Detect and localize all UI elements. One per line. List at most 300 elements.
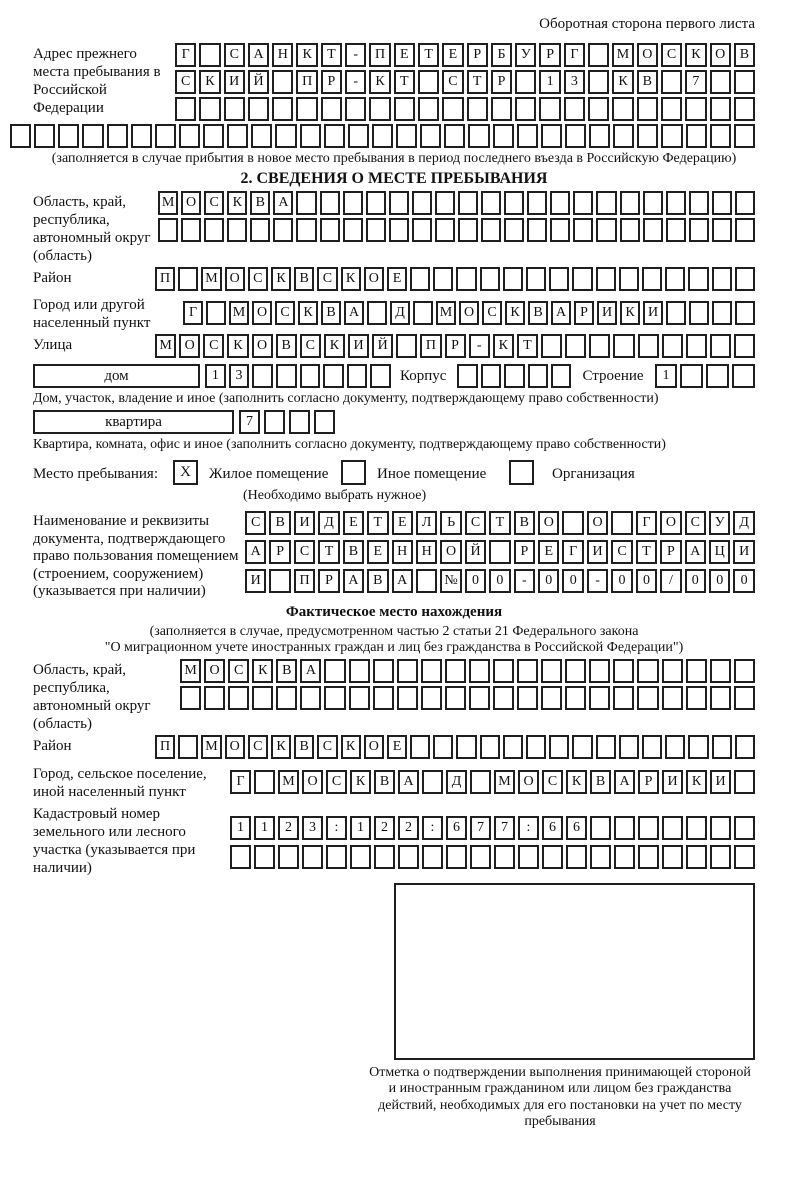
char-cell[interactable]: К — [612, 70, 633, 94]
char-cell[interactable] — [528, 364, 548, 388]
char-cell[interactable]: В — [321, 301, 341, 325]
char-cell[interactable]: В — [276, 659, 297, 683]
char-cell[interactable]: П — [296, 70, 317, 94]
char-cell[interactable] — [422, 770, 443, 794]
char-cell[interactable] — [467, 97, 488, 121]
char-cell[interactable]: А — [343, 569, 364, 593]
char-cell[interactable] — [350, 845, 371, 869]
char-cell[interactable] — [613, 686, 634, 710]
char-cell[interactable]: К — [566, 770, 587, 794]
char-cell[interactable] — [686, 686, 707, 710]
char-cell[interactable] — [735, 218, 755, 242]
char-cell[interactable]: 0 — [489, 569, 510, 593]
char-cell[interactable] — [372, 124, 393, 148]
char-cell[interactable]: Т — [489, 511, 510, 535]
char-cell[interactable]: И — [245, 569, 266, 593]
char-cell[interactable] — [619, 735, 639, 759]
char-cell[interactable]: 0 — [733, 569, 754, 593]
char-cell[interactable]: М — [201, 267, 221, 291]
char-cell[interactable] — [712, 218, 732, 242]
char-cell[interactable]: 6 — [446, 816, 467, 840]
char-cell[interactable] — [324, 659, 345, 683]
char-cell[interactable] — [710, 686, 731, 710]
char-cell[interactable] — [710, 816, 731, 840]
char-cell[interactable]: О — [459, 301, 479, 325]
char-cell[interactable] — [444, 124, 465, 148]
char-cell[interactable] — [549, 735, 569, 759]
char-cell[interactable]: В — [367, 569, 388, 593]
char-cell[interactable] — [589, 334, 610, 358]
char-cell[interactable]: 1 — [230, 816, 251, 840]
char-cell[interactable]: Т — [636, 540, 657, 564]
char-cell[interactable]: К — [227, 334, 248, 358]
char-cell[interactable]: И — [662, 770, 683, 794]
char-cell[interactable] — [34, 124, 55, 148]
char-cell[interactable]: Р — [318, 569, 339, 593]
char-cell[interactable] — [661, 70, 682, 94]
char-cell[interactable]: И — [710, 770, 731, 794]
char-cell[interactable] — [410, 267, 430, 291]
char-cell[interactable] — [481, 218, 501, 242]
char-cell[interactable]: - — [469, 334, 490, 358]
char-cell[interactable] — [686, 659, 707, 683]
char-cell[interactable] — [370, 364, 391, 388]
char-cell[interactable] — [565, 659, 586, 683]
char-cell[interactable] — [254, 770, 275, 794]
char-cell[interactable] — [596, 267, 616, 291]
char-cell[interactable]: Т — [321, 43, 342, 67]
char-cell[interactable]: В — [276, 334, 297, 358]
char-cell[interactable] — [300, 124, 321, 148]
char-cell[interactable] — [637, 97, 658, 121]
char-cell[interactable]: Т — [467, 70, 488, 94]
char-cell[interactable] — [181, 218, 201, 242]
char-cell[interactable]: Н — [416, 540, 437, 564]
char-cell[interactable]: С — [326, 770, 347, 794]
char-cell[interactable]: 0 — [538, 569, 559, 593]
char-cell[interactable] — [413, 301, 433, 325]
char-cell[interactable] — [252, 686, 273, 710]
char-cell[interactable]: О — [587, 511, 608, 535]
char-cell[interactable] — [689, 301, 709, 325]
char-cell[interactable] — [248, 97, 269, 121]
char-cell[interactable]: В — [734, 43, 755, 67]
char-cell[interactable]: 6 — [566, 816, 587, 840]
char-cell[interactable]: Р — [491, 70, 512, 94]
char-cell[interactable] — [565, 124, 586, 148]
char-cell[interactable] — [590, 845, 611, 869]
char-cell[interactable] — [662, 816, 683, 840]
char-cell[interactable]: В — [294, 267, 314, 291]
char-cell[interactable] — [272, 97, 293, 121]
char-cell[interactable]: Й — [372, 334, 393, 358]
char-cell[interactable] — [542, 845, 563, 869]
char-cell[interactable] — [435, 191, 455, 215]
char-cell[interactable] — [418, 97, 439, 121]
char-cell[interactable] — [613, 124, 634, 148]
char-cell[interactable] — [612, 97, 633, 121]
char-cell[interactable]: О — [252, 301, 272, 325]
char-cell[interactable] — [416, 569, 437, 593]
char-cell[interactable] — [470, 770, 491, 794]
char-cell[interactable] — [564, 97, 585, 121]
char-cell[interactable] — [550, 191, 570, 215]
char-cell[interactable] — [515, 70, 536, 94]
char-cell[interactable] — [433, 735, 453, 759]
char-cell[interactable]: П — [155, 267, 175, 291]
char-cell[interactable] — [296, 97, 317, 121]
char-cell[interactable]: С — [248, 267, 268, 291]
char-cell[interactable]: Р — [539, 43, 560, 67]
char-cell[interactable] — [278, 845, 299, 869]
char-cell[interactable] — [710, 845, 731, 869]
char-cell[interactable] — [481, 191, 501, 215]
char-cell[interactable] — [517, 124, 538, 148]
char-cell[interactable] — [204, 686, 225, 710]
char-cell[interactable] — [710, 659, 731, 683]
char-cell[interactable] — [706, 364, 729, 388]
char-cell[interactable] — [82, 124, 103, 148]
char-cell[interactable] — [551, 364, 571, 388]
char-cell[interactable]: С — [275, 301, 295, 325]
char-cell[interactable]: А — [392, 569, 413, 593]
char-cell[interactable]: Д — [318, 511, 339, 535]
char-cell[interactable]: К — [227, 191, 247, 215]
char-cell[interactable] — [480, 735, 500, 759]
char-cell[interactable] — [589, 124, 610, 148]
char-cell[interactable]: С — [175, 70, 196, 94]
char-cell[interactable]: И — [643, 301, 663, 325]
char-cell[interactable]: К — [271, 267, 291, 291]
char-cell[interactable]: К — [296, 43, 317, 67]
char-cell[interactable] — [367, 301, 387, 325]
char-cell[interactable] — [596, 735, 616, 759]
char-cell[interactable] — [457, 364, 477, 388]
char-cell[interactable]: Л — [416, 511, 437, 535]
char-cell[interactable] — [662, 334, 683, 358]
char-cell[interactable]: Г — [183, 301, 203, 325]
char-cell[interactable]: В — [343, 540, 364, 564]
char-cell[interactable] — [469, 686, 490, 710]
char-cell[interactable] — [588, 97, 609, 121]
char-cell[interactable] — [614, 816, 635, 840]
char-cell[interactable]: О — [252, 334, 273, 358]
char-cell[interactable] — [348, 124, 369, 148]
char-cell[interactable]: М — [229, 301, 249, 325]
char-cell[interactable]: О — [518, 770, 539, 794]
char-cell[interactable] — [588, 70, 609, 94]
char-cell[interactable] — [688, 735, 708, 759]
char-cell[interactable]: О — [440, 540, 461, 564]
char-cell[interactable]: Т — [318, 540, 339, 564]
char-cell[interactable]: К — [620, 301, 640, 325]
char-cell[interactable] — [734, 816, 755, 840]
char-cell[interactable] — [224, 97, 245, 121]
char-cell[interactable]: - — [514, 569, 535, 593]
char-cell[interactable]: 1 — [655, 364, 678, 388]
char-cell[interactable]: М — [155, 334, 176, 358]
char-cell[interactable] — [203, 124, 224, 148]
char-cell[interactable] — [712, 301, 732, 325]
char-cell[interactable] — [349, 659, 370, 683]
char-cell[interactable] — [661, 97, 682, 121]
char-cell[interactable] — [712, 191, 732, 215]
char-cell[interactable] — [611, 511, 632, 535]
char-cell[interactable]: С — [661, 43, 682, 67]
char-cell[interactable] — [503, 735, 523, 759]
char-cell[interactable] — [178, 267, 198, 291]
char-cell[interactable]: С — [203, 334, 224, 358]
char-cell[interactable] — [269, 569, 290, 593]
char-cell[interactable] — [614, 845, 635, 869]
char-cell[interactable]: Д — [446, 770, 467, 794]
char-cell[interactable]: К — [350, 770, 371, 794]
char-cell[interactable]: В — [514, 511, 535, 535]
char-cell[interactable]: И — [294, 511, 315, 535]
char-cell[interactable] — [734, 686, 755, 710]
char-cell[interactable]: И — [733, 540, 754, 564]
char-cell[interactable] — [366, 218, 386, 242]
char-cell[interactable] — [397, 659, 418, 683]
char-cell[interactable]: 2 — [398, 816, 419, 840]
char-cell[interactable]: 1 — [254, 816, 275, 840]
char-cell[interactable] — [637, 124, 658, 148]
char-cell[interactable]: Е — [367, 540, 388, 564]
char-cell[interactable] — [206, 301, 226, 325]
char-cell[interactable] — [199, 97, 220, 121]
char-cell[interactable] — [107, 124, 128, 148]
char-cell[interactable]: С — [611, 540, 632, 564]
char-cell[interactable] — [662, 686, 683, 710]
char-cell[interactable] — [620, 191, 640, 215]
char-cell[interactable] — [326, 845, 347, 869]
char-cell[interactable]: 0 — [562, 569, 583, 593]
char-cell[interactable]: С — [300, 334, 321, 358]
char-cell[interactable]: : — [326, 816, 347, 840]
char-cell[interactable] — [712, 735, 732, 759]
char-cell[interactable]: Д — [390, 301, 410, 325]
char-cell[interactable] — [504, 364, 524, 388]
char-cell[interactable]: С — [294, 540, 315, 564]
char-cell[interactable] — [10, 124, 31, 148]
char-cell[interactable] — [251, 124, 272, 148]
char-cell[interactable] — [589, 659, 610, 683]
char-cell[interactable]: У — [709, 511, 730, 535]
char-cell[interactable]: В — [269, 511, 290, 535]
char-cell[interactable] — [517, 659, 538, 683]
char-cell[interactable] — [458, 218, 478, 242]
char-cell[interactable]: Р — [321, 70, 342, 94]
char-cell[interactable]: О — [204, 659, 225, 683]
char-cell[interactable]: 3 — [229, 364, 250, 388]
char-cell[interactable] — [494, 845, 515, 869]
char-cell[interactable]: А — [551, 301, 571, 325]
char-cell[interactable]: Н — [272, 43, 293, 67]
char-cell[interactable] — [320, 191, 340, 215]
char-cell[interactable]: Е — [442, 43, 463, 67]
char-cell[interactable] — [734, 97, 755, 121]
char-cell[interactable]: О — [637, 43, 658, 67]
char-cell[interactable] — [276, 686, 297, 710]
char-cell[interactable]: А — [300, 659, 321, 683]
char-cell[interactable] — [421, 659, 442, 683]
char-cell[interactable] — [596, 191, 616, 215]
char-cell[interactable] — [179, 124, 200, 148]
char-cell[interactable] — [686, 334, 707, 358]
char-cell[interactable]: О — [660, 511, 681, 535]
char-cell[interactable] — [710, 124, 731, 148]
char-cell[interactable] — [637, 686, 658, 710]
char-cell[interactable] — [199, 43, 220, 67]
char-cell[interactable] — [343, 191, 363, 215]
char-cell[interactable] — [410, 735, 430, 759]
char-cell[interactable]: И — [597, 301, 617, 325]
char-cell[interactable]: С — [224, 43, 245, 67]
char-cell[interactable]: В — [250, 191, 270, 215]
char-cell[interactable]: Г — [230, 770, 251, 794]
char-cell[interactable] — [412, 218, 432, 242]
char-cell[interactable] — [566, 845, 587, 869]
char-cell[interactable]: - — [345, 43, 366, 67]
char-cell[interactable] — [504, 218, 524, 242]
char-cell[interactable] — [596, 218, 616, 242]
char-cell[interactable]: П — [420, 334, 441, 358]
char-cell[interactable] — [689, 218, 709, 242]
char-cell[interactable]: Р — [467, 43, 488, 67]
char-cell[interactable] — [712, 267, 732, 291]
char-cell[interactable] — [396, 334, 417, 358]
char-cell[interactable] — [550, 218, 570, 242]
char-cell[interactable]: № — [440, 569, 461, 593]
char-cell[interactable]: С — [228, 659, 249, 683]
char-cell[interactable]: Т — [394, 70, 415, 94]
char-cell[interactable] — [637, 659, 658, 683]
char-cell[interactable] — [590, 816, 611, 840]
char-cell[interactable] — [204, 218, 224, 242]
char-cell[interactable]: О — [225, 735, 245, 759]
char-cell[interactable] — [572, 267, 592, 291]
char-cell[interactable]: К — [298, 301, 318, 325]
char-cell[interactable]: Р — [574, 301, 594, 325]
char-cell[interactable] — [347, 364, 368, 388]
char-cell[interactable]: Р — [269, 540, 290, 564]
char-cell[interactable] — [638, 845, 659, 869]
char-cell[interactable] — [445, 659, 466, 683]
char-cell[interactable] — [435, 218, 455, 242]
char-cell[interactable] — [300, 686, 321, 710]
char-cell[interactable]: А — [398, 770, 419, 794]
char-cell[interactable]: А — [273, 191, 293, 215]
char-cell[interactable] — [489, 540, 510, 564]
char-cell[interactable]: 3 — [564, 70, 585, 94]
char-cell[interactable] — [155, 124, 176, 148]
char-cell[interactable] — [324, 124, 345, 148]
char-cell[interactable]: В — [294, 735, 314, 759]
char-cell[interactable]: Е — [538, 540, 559, 564]
char-cell[interactable]: : — [422, 816, 443, 840]
char-cell[interactable]: В — [528, 301, 548, 325]
char-cell[interactable]: О — [181, 191, 201, 215]
char-cell[interactable]: - — [345, 70, 366, 94]
char-cell[interactable] — [158, 218, 178, 242]
char-cell[interactable]: О — [225, 267, 245, 291]
char-cell[interactable] — [254, 845, 275, 869]
char-cell[interactable]: С — [317, 735, 337, 759]
char-cell[interactable] — [686, 124, 707, 148]
char-cell[interactable] — [456, 735, 476, 759]
char-cell[interactable] — [619, 267, 639, 291]
char-cell[interactable] — [735, 267, 755, 291]
char-cell[interactable]: 0 — [465, 569, 486, 593]
char-cell[interactable]: Г — [636, 511, 657, 535]
char-cell[interactable] — [345, 97, 366, 121]
char-cell[interactable] — [685, 97, 706, 121]
char-cell[interactable] — [227, 218, 247, 242]
char-cell[interactable] — [734, 770, 755, 794]
char-cell[interactable] — [369, 97, 390, 121]
char-cell[interactable] — [541, 686, 562, 710]
char-cell[interactable]: О — [364, 267, 384, 291]
char-cell[interactable] — [264, 410, 285, 434]
char-cell[interactable] — [422, 845, 443, 869]
char-cell[interactable] — [503, 267, 523, 291]
char-cell[interactable] — [686, 816, 707, 840]
char-cell[interactable]: О — [710, 43, 731, 67]
char-cell[interactable]: 2 — [374, 816, 395, 840]
char-cell[interactable] — [565, 334, 586, 358]
char-cell[interactable]: Й — [465, 540, 486, 564]
char-cell[interactable] — [517, 686, 538, 710]
char-cell[interactable] — [620, 218, 640, 242]
char-cell[interactable] — [446, 845, 467, 869]
char-cell[interactable] — [175, 97, 196, 121]
char-cell[interactable] — [572, 735, 592, 759]
char-cell[interactable] — [665, 735, 685, 759]
char-cell[interactable] — [296, 191, 316, 215]
char-cell[interactable]: О — [538, 511, 559, 535]
char-cell[interactable] — [458, 191, 478, 215]
char-cell[interactable] — [541, 659, 562, 683]
char-cell[interactable] — [300, 364, 321, 388]
char-cell[interactable] — [343, 218, 363, 242]
char-cell[interactable] — [491, 97, 512, 121]
char-cell[interactable] — [289, 410, 310, 434]
char-cell[interactable] — [442, 97, 463, 121]
char-cell[interactable]: Ь — [440, 511, 461, 535]
char-cell[interactable]: С — [542, 770, 563, 794]
char-cell[interactable] — [230, 845, 251, 869]
char-cell[interactable] — [735, 301, 755, 325]
char-cell[interactable]: М — [494, 770, 515, 794]
char-cell[interactable] — [686, 845, 707, 869]
char-cell[interactable]: Р — [445, 334, 466, 358]
char-cell[interactable] — [178, 735, 198, 759]
char-cell[interactable]: К — [252, 659, 273, 683]
char-cell[interactable] — [227, 124, 248, 148]
char-cell[interactable] — [396, 124, 417, 148]
char-cell[interactable]: Г — [564, 43, 585, 67]
char-cell[interactable] — [613, 334, 634, 358]
char-cell[interactable] — [389, 191, 409, 215]
char-cell[interactable] — [131, 124, 152, 148]
char-cell[interactable] — [541, 334, 562, 358]
char-cell[interactable] — [275, 124, 296, 148]
char-cell[interactable]: Д — [733, 511, 754, 535]
char-cell[interactable]: П — [155, 735, 175, 759]
char-cell[interactable]: М — [278, 770, 299, 794]
char-cell[interactable] — [323, 364, 344, 388]
char-cell[interactable] — [689, 191, 709, 215]
